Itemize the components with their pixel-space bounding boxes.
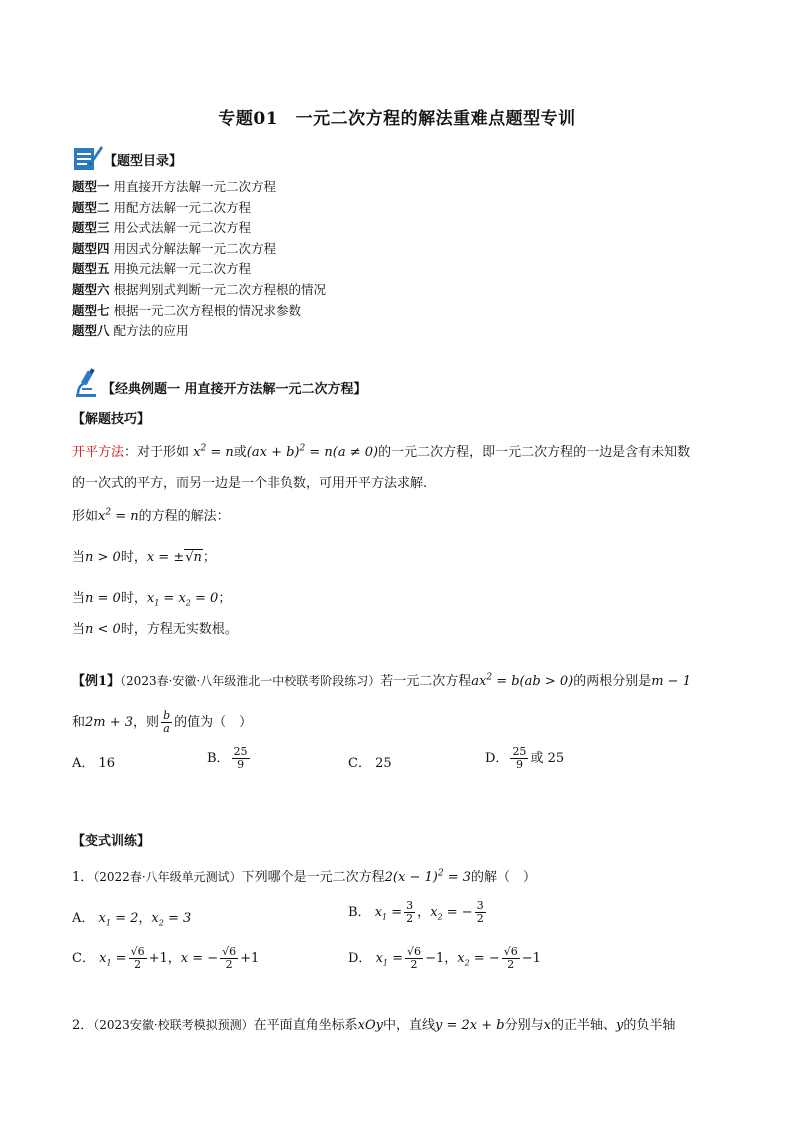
toc-list [72, 177, 326, 342]
microscope-icon [72, 368, 100, 398]
q1-option-b[interactable]: B． $x_1$ = $\frac{3}{2}$ ，$x_2$ = − $\frac{3}{2}$ [348, 899, 484, 925]
toc-item: 题型四 用因式分解法解一元二次方程 [72, 240, 277, 256]
option-b[interactable]: B． $\frac{25}{9}$ [207, 745, 248, 771]
method-line-1: 开平方法：对于形如 $x^2 = n$或(ax + b)$^2$ = n(a ≠ 0)的一元二次方程，即一元二次方程的一边是含有未知数 [72, 443, 691, 460]
option-c[interactable]: C． 25 [348, 756, 392, 771]
form-line: 形如$x^2 = n$的方程的解法： [72, 507, 230, 524]
option-d[interactable]: D． $\frac{25}{9}$ 或 25 [485, 745, 565, 771]
toc-heading: 【题型目录】 [104, 154, 183, 169]
case-2: 当n = 0时，$x_1 = x_2 = 0$； [72, 591, 232, 608]
page-title: 专题01 一元二次方程的解法重难点题型专训 [218, 109, 576, 129]
q1-stem: 1．（2022春·八年级单元测试）下列哪个是一元二次方程$2(x - 1)^2 = 3$的解（ ） [72, 868, 537, 885]
case-1: 当n > 0时，x = ±√n； [72, 550, 216, 565]
q2-stem: 2．（2023安徽·校联考模拟预测）在平面直角坐标系xOy中，直线y = 2x + b分别与x的正半轴、y的负半轴 [72, 1018, 676, 1033]
notepad-pen-icon [72, 142, 104, 172]
example-heading: 【经典例题一 用直接开方法解一元二次方程】 [102, 382, 367, 397]
toc-item: 题型二 用配方法解一元二次方程 [72, 199, 252, 215]
example1-line-1: 【例1】（2023春·安徽·八年级淮北一中校联考阶段练习）若一元二次方程$ax^2 = b(ab > 0)$的两根分别是m − 1 [72, 672, 691, 689]
example1-line-2: 和2m + 3，则 $\frac{b}{a}$ 的值为（ ） [72, 709, 253, 735]
toc-item: 题型八 配方法的应用 [72, 323, 189, 339]
toc-item: 题型三 用公式法解一元二次方程 [72, 220, 252, 236]
practice-heading: 【变式训练】 [72, 834, 151, 849]
q1-option-d[interactable]: D． $x_1$ = $\frac{√6}{2}$ −1，$x_2$ = − $\frac{√6}{2}$ −1 [348, 945, 541, 971]
toc-item: 题型六 根据判别式判断一元二次方程根的情况 [72, 281, 327, 297]
method-label: 开平方法 [72, 445, 125, 460]
tips-heading: 【解题技巧】 [72, 412, 151, 427]
toc-item: 题型七 根据一元二次方程根的情况求参数 [72, 302, 302, 318]
toc-item: 题型一 用直接开方法解一元二次方程 [72, 179, 277, 194]
q1-option-a[interactable]: A． $x_1 = 2$，$x_2 = 3$ [72, 911, 192, 928]
method-line-2: 的一次式的平方，而另一边是一个非负数，可用开平方法求解. [72, 476, 428, 491]
q1-option-c[interactable]: C． $x_1$ = $\frac{√6}{2}$ +1，x = − $\frac{√6}{2}$ +1 [72, 945, 260, 971]
case-3: 当n < 0时，方程无实数根。 [72, 622, 238, 637]
option-a[interactable]: A． 16 [72, 756, 116, 771]
toc-item: 题型五 用换元法解一元二次方程 [72, 261, 252, 277]
